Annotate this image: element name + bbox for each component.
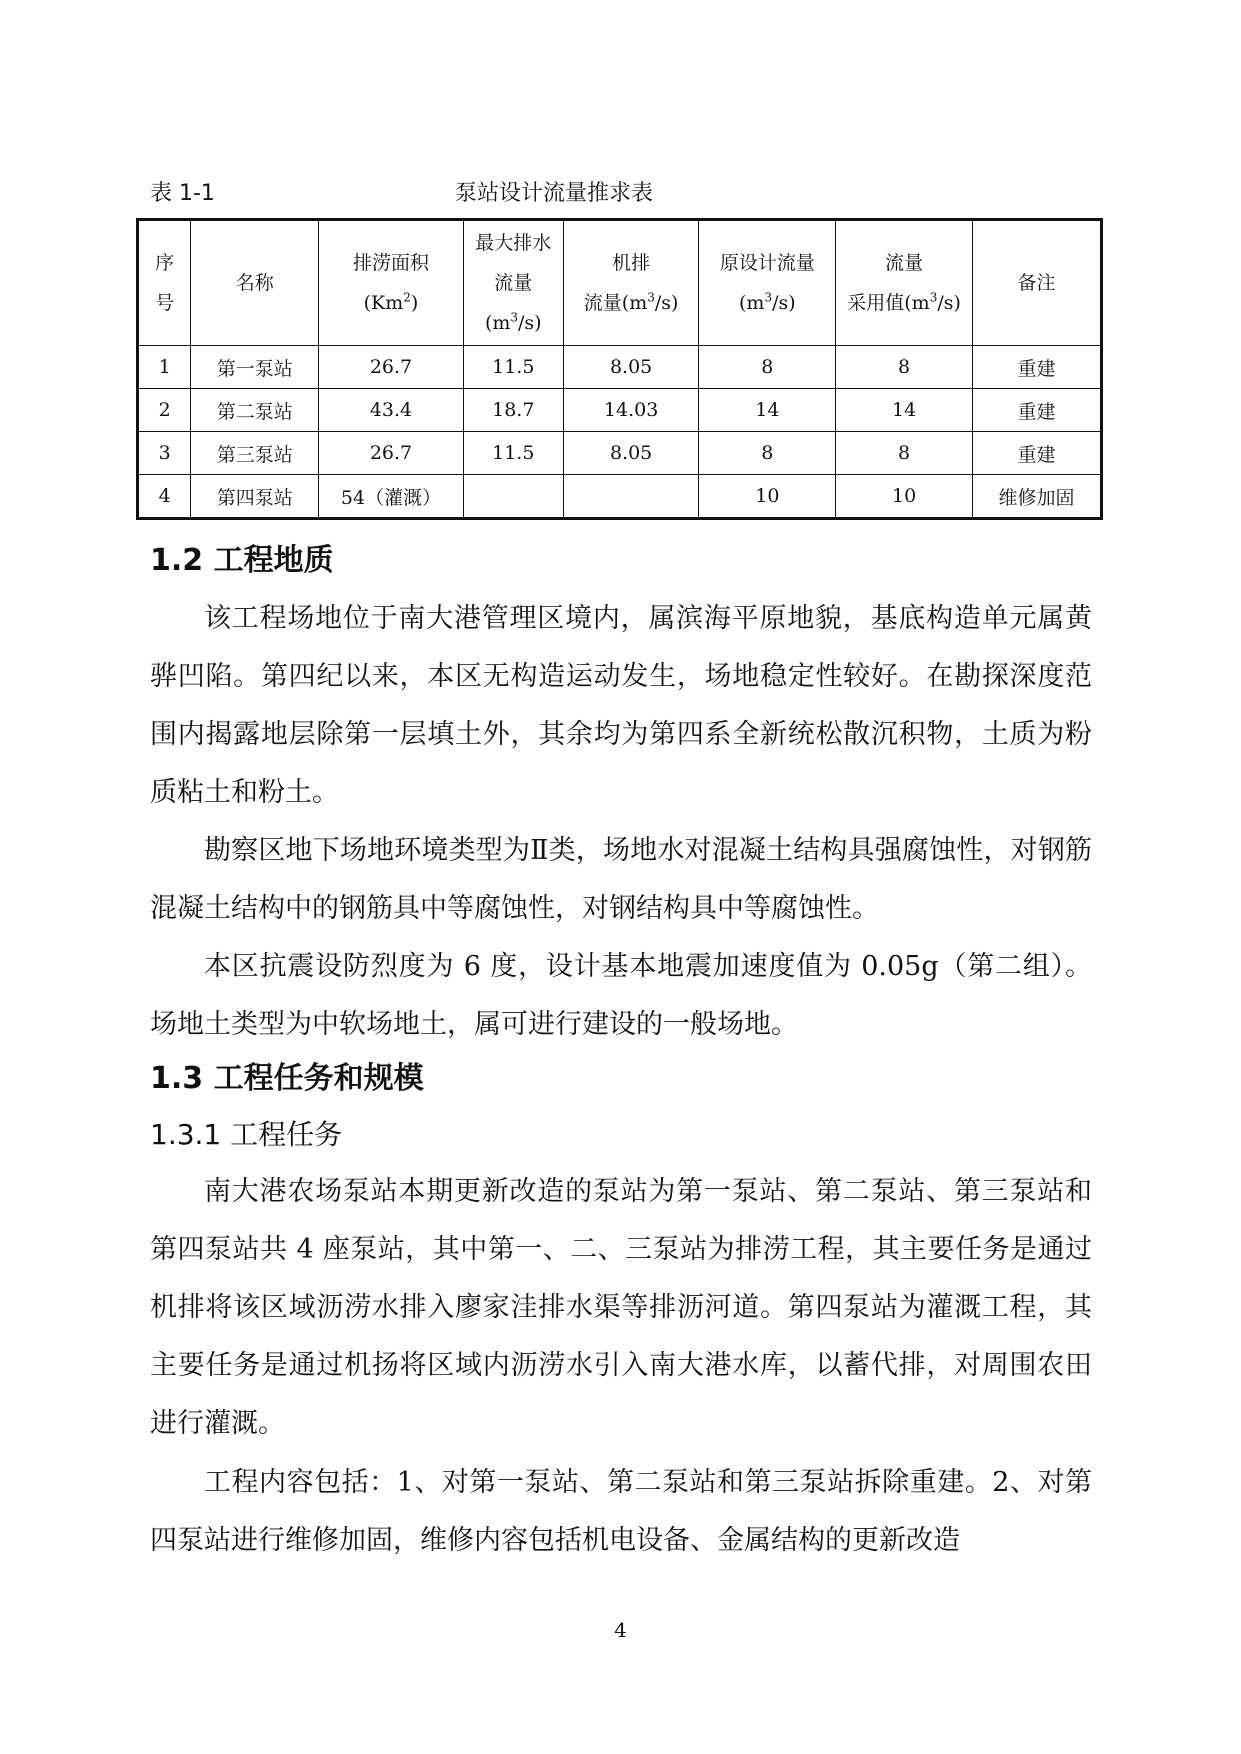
header-area: 排涝面积 (Km$^2$) — [319, 220, 464, 346]
header-original-flow: 原设计流量 $(m^3/s)$ — [699, 220, 836, 346]
cell-seq: 3 — [138, 432, 191, 475]
cell-area: 26.7 — [319, 432, 464, 475]
paragraph-geology-2: 勘察区地下场地环境类型为Ⅱ类，场地水对混凝土结构具强腐蚀性，对钢筋混凝土结构中的钢筋具中等腐蚀性，对钢结构具中等腐蚀性。 — [150, 835, 1092, 924]
cell-remark: 重建 — [972, 346, 1101, 389]
cell-area: 26.7 — [319, 346, 464, 389]
paragraph-tasks-1: 南大港农场泵站本期更新改造的泵站为第一泵站、第二泵站、第三泵站和第四泵站共 4 座泵站，其中第一、二、三泵站为排涝工程，其主要任务是通过机排将该区域沥涝水排入廖家洼排水渠等排沥河道。第四泵站为灌溉工程，其主要任务是通过机扬将区域内沥涝水引入南大港水库，以蓄代排，对周围农田进行灌溉。 — [150, 1176, 1092, 1439]
cell-seq: 4 — [138, 475, 191, 519]
cell-adopted-flow: 8 — [836, 346, 973, 389]
cell-max-flow: 11.5 — [463, 346, 563, 389]
table-number: 表 1-1 — [150, 181, 215, 206]
header-max-flow: 最大排水 流量 $(m^3/s)$ — [463, 220, 563, 346]
section-heading-geology: 1.2 工程地质 — [150, 543, 334, 578]
cell-pump-flow: 14.03 — [563, 389, 699, 432]
header-remark: 备注 — [972, 220, 1101, 346]
cell-area: 54（灌溉） — [319, 475, 464, 519]
section-heading-tasks-scale: 1.3 工程任务和规模 — [150, 1061, 424, 1096]
cell-seq: 2 — [138, 389, 191, 432]
cell-area: 43.4 — [319, 389, 464, 432]
table-caption — [150, 176, 1090, 206]
paragraph-tasks-2: 工程内容包括：1、对第一泵站、第二泵站和第三泵站拆除重建。2、对第四泵站进行维修加固，维修内容包括机电设备、金属结构的更新改造 — [150, 1467, 1092, 1556]
cell-pump-flow — [563, 475, 699, 519]
cell-adopted-flow: 14 — [836, 389, 973, 432]
cell-remark: 重建 — [972, 389, 1101, 432]
table-title: 泵站设计流量推求表 — [455, 181, 654, 206]
cell-max-flow: 18.7 — [463, 389, 563, 432]
flow-design-table — [136, 218, 1103, 520]
cell-name: 第一泵站 — [191, 346, 319, 389]
paragraph-geology-3: 本区抗震设防烈度为 6 度，设计基本地震加速度值为 0.05g（第二组）。场地土类型为中软场地土，属可进行建设的一般场地。 — [150, 951, 1092, 1040]
cell-seq: 1 — [138, 346, 191, 389]
cell-name: 第二泵站 — [191, 389, 319, 432]
table-row — [138, 475, 1102, 519]
table-header-row — [138, 220, 1102, 346]
cell-name: 第三泵站 — [191, 432, 319, 475]
cell-original-flow: 8 — [699, 432, 836, 475]
table-row — [138, 346, 1102, 389]
subsection-heading-tasks: 1.3.1 工程任务 — [150, 1118, 343, 1151]
cell-max-flow: 11.5 — [463, 432, 563, 475]
header-seq: 序 号 — [138, 220, 191, 346]
cell-adopted-flow: 10 — [836, 475, 973, 519]
cell-original-flow: 8 — [699, 346, 836, 389]
header-name: 名称 — [191, 220, 319, 346]
paragraph-geology-1: 该工程场地位于南大港管理区境内，属滨海平原地貌，基底构造单元属黄骅凹陷。第四纪以来，本区无构造运动发生，场地稳定性较好。在勘探深度范围内揭露地层除第一层填土外，其余均为第四系全新统松散沉积物，土质为粉质粘土和粉土。 — [150, 603, 1092, 808]
cell-original-flow: 10 — [699, 475, 836, 519]
page-number: 4 — [614, 1618, 627, 1642]
cell-adopted-flow: 8 — [836, 432, 973, 475]
cell-pump-flow: 8.05 — [563, 432, 699, 475]
cell-pump-flow: 8.05 — [563, 346, 699, 389]
header-adopted-flow: 流量 采用值$(m^3/s)$ — [836, 220, 973, 346]
table-row — [138, 432, 1102, 475]
table-row — [138, 389, 1102, 432]
cell-name: 第四泵站 — [191, 475, 319, 519]
cell-original-flow: 14 — [699, 389, 836, 432]
header-pump-flow: 机排 流量$(m^3/s)$ — [563, 220, 699, 346]
cell-max-flow — [463, 475, 563, 519]
cell-remark: 维修加固 — [972, 475, 1101, 519]
cell-remark: 重建 — [972, 432, 1101, 475]
